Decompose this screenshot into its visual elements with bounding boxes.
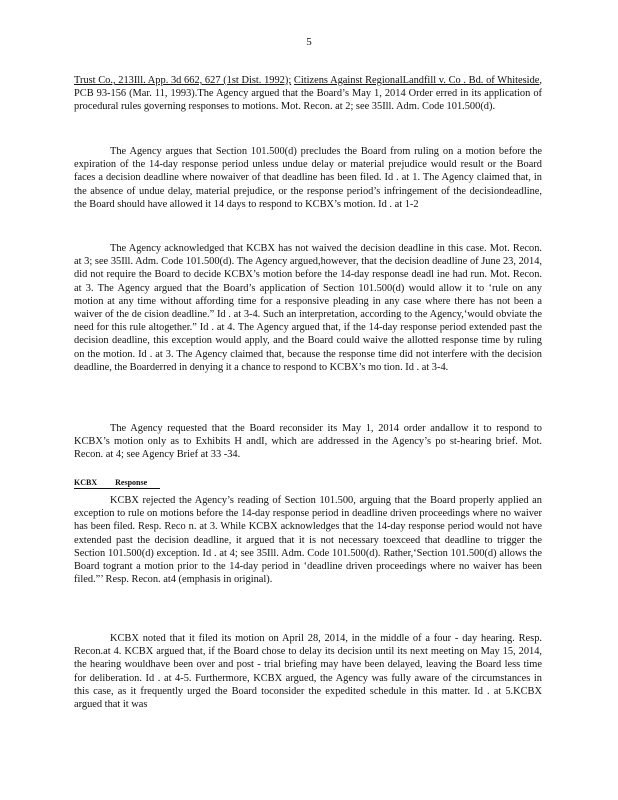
paragraph-1-text: , PCB 93-156 (Mar. 11, 1993).The Agency argued that the Board’s May 1, 2014 Order erred in its application of procedural rules governing responses to motions. Mot. Recon. at 2; see 35Ill. Adm. Code 101.500(d). xyxy=(74,75,542,113)
section-heading xyxy=(74,478,160,489)
paragraph-5 xyxy=(74,494,542,586)
paragraph-1 xyxy=(74,74,542,114)
paragraph-3-text: The Agency acknowledged that KCBX has not waived the decision deadline in this case. Mot. Recon. at 3; see 35Ill. Adm. Code 101.500(d). The Agency argued,however, that the decision deadline of June 23, 2014, did not require the Board to decide KCBX’s motion before the 14-day response deadl ine had run. Mot. Recon. at 3. The Agency argued that the Board’s application of Section 101.500(d) would allow it to ‘rule on any motion at any time without affording time for a responsive pleading in any case where there has not been a waiver of the de cision deadline.” Id . at 3-4. Such an interpretation, according to the Agency,‘would obviate the need for this rule altogether.” Id . at 4. The Agency argued that, if the 14-day response period extended past the decision deadline, this exception would apply, and the Board could waive the allotted response time by ruling on the motion. Id . at 3. The Agency claimed that, because the response time did not interfere with the decision deadline, the Boarderred in denying it a chance to respond to KCBX’s mo tion. Id . at 3-4. xyxy=(74,243,542,373)
paragraph-6 xyxy=(74,632,542,711)
paragraph-6-text: KCBX noted that it filed its motion on April 28, 2014, in the middle of a four - day hearing. Resp. Recon.at 4. KCBX argued that, if the Board chose to delay its decision until its next meeting on May 15, 2014, the hearing wouldhave been over and post - trial briefing may have been delayed, leaving the Board less time for deliberation. Id . at 4-5. Furthermore, KCBX argued, the Agency was fully aware of the circumstances in this case, as it frequently urged the Board toconsider the expedited schedule in this matter. Id . at 5.KCBX argued that it was xyxy=(74,633,542,711)
page-number: 5 xyxy=(306,36,312,48)
heading-rule xyxy=(74,488,160,489)
paragraph-4 xyxy=(74,422,542,462)
paragraph-2 xyxy=(74,145,542,211)
paragraph-5-text: KCBX rejected the Agency’s reading of Section 101.500, arguing that the Board properly applied an exception to rule on motions before the 14-day response period in deadline driven proceedings where no waiver has been filed. Resp. Reco n. at 3. While KCBX acknowledges that the 14-day response period would not have extended past the decision deadline, it argued that it is not necessary toexceed that deadline to trigger the Section 101.500(d) exception. Id . at 4; see 35Ill. Adm. Code 101.500(d). Rather,‘Section 101.500(d) allows the Board togrant a motion prior to the 14-day period in ‘deadline driven proceedings where no waiver has been filed.”’ Resp. Recon. at4 (emphasis in original). xyxy=(74,495,542,586)
paragraph-3 xyxy=(74,242,542,374)
paragraph-2-text: The Agency argues that Section 101.500(d) precludes the Board from ruling on a motion before the expiration of the 14-day response period unless undue delay or material prejudice would result or the Board faces a decision deadline where nowaiver of that deadline has been filed. Id . at 1. The Agency claimed that, in the absence of undue delay, material prejudice, or the response period’s infringement of the decisiondeadline, the Board should have allowed it 14 days to respond to KCBX’s motion. Id . at 1-2 xyxy=(74,146,542,210)
heading-kcbx: KCBX xyxy=(74,478,98,487)
citation-citizens-against: Citizens Against RegionalLandfill v. Co . Bd. of Whiteside xyxy=(293,75,540,86)
citation-trust-co: Trust Co., 213Ill. App. 3d 662, 627 (1st Dist. 1992); xyxy=(74,75,292,86)
heading-response: Response xyxy=(115,478,148,487)
paragraph-4-text: The Agency requested that the Board reconsider its May 1, 2014 order andallow it to respond to KCBX’s motion only as to Exhibits H andI, which are addressed in the Agency’s po st-hearing brief. Mot. Recon. at 4; see Agency Brief at 33 -34. xyxy=(74,423,542,461)
